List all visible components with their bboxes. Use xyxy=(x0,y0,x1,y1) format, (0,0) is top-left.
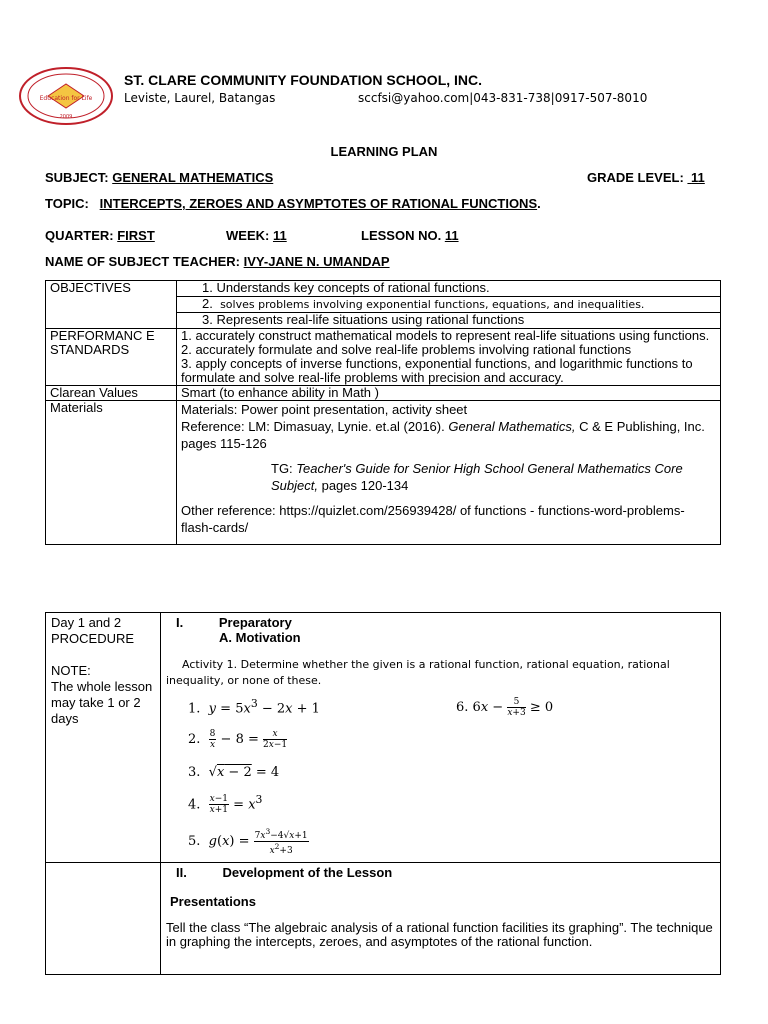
week-line: WEEK: 11 xyxy=(226,228,287,243)
school-name: ST. CLARE COMMUNITY FOUNDATION SCHOOL, INC. xyxy=(124,72,483,88)
procedure-table xyxy=(45,612,721,975)
activity-items: 1. $y = 5x^3 - 2x + 1$ 6. 6x − $\frac{5}{x+3}$ ≥ 0 2. $\frac{8}{x}$ − 8 = $\frac{x}{2x-1}$ 3. √x − 2 = 4 4. $\frac{x-1}{x+1}$ = $x^3$ 5. g(x) = $\frac{7x^3-4√x+1}{x^2+3}$ xyxy=(188,697,554,856)
school-contact: sccfsi@yahoo.com|043-831-738|0917-507-8010 xyxy=(358,91,648,105)
school-address: Leviste, Laurel, Batangas xyxy=(124,91,276,105)
day-cell: Day 1 and 2 PROCEDURE NOTE: The whole lesson may take 1 or 2 days xyxy=(46,613,161,863)
quarter-line: QUARTER: FIRST xyxy=(45,228,155,243)
preparatory-cell: I. Preparatory A. Motivation Activity 1. Determine whether the given is a rational function, rational equation, rational inequality, or none of these. 1. $y = 5x^3 - 2x + 1$ 6. 6x − $\frac{5}{x+3}$ ≥ 0 2. $\frac{8}{x}$ − 8 = $\frac{x}{2x-1}$ 3. √x − 2 = 4 4. $\frac{x-1}{x+1}$ = $x^3$ 5. g(x) = $\frac{7x^3-4√x+1}{x^2+3}$ xyxy=(161,613,721,863)
subject-line: SUBJECT: GENERAL MATHEMATICS xyxy=(45,170,274,185)
materials-cell: Materials: Power point presentation, activity sheet Reference: LM: Dimasuay, Lynie. et.al (2016). General Mathematics, C & E Publishing, Inc. pages 115-126 TG: Teacher's Guide for Senior High School General Mathematics Core Subject, pages 120-134 Other reference: https://quizlet.com/256939428/ of functions - functions-word-problems-flash-cards/ xyxy=(177,401,721,545)
performance-standards: 1. accurately construct mathematical models to represent real-life situations using functions. 2. accurately formulate and solve real-life problems involving rational functions 3. apply concepts of inverse functions, exponential functions, and logarithmic functions to formulate and solve real-life problems with precision and accuracy. xyxy=(177,329,721,386)
doc-title: LEARNING PLAN xyxy=(330,144,438,159)
values-text: Smart (to enhance ability in Math ) xyxy=(177,386,721,401)
svg-text:Education for Life: Education for Life xyxy=(39,95,93,102)
lesson-line: LESSON NO. 11 xyxy=(361,228,459,243)
materials-label: Materials xyxy=(46,401,177,545)
empty-day-cell xyxy=(46,863,161,975)
topic-line: TOPIC: INTERCEPTS, ZEROES AND ASYMPTOTES OF RATIONAL FUNCTIONS. xyxy=(45,196,541,211)
teacher-line: NAME OF SUBJECT TEACHER: IVY-JANE N. UMANDAP xyxy=(45,254,390,269)
objective-1: 1. Understands key concepts of rational functions. xyxy=(177,281,721,297)
grade-line: GRADE LEVEL: 11 xyxy=(587,170,705,185)
svg-text:2009: 2009 xyxy=(59,114,73,120)
performance-label: PERFORMANC E STANDARDS xyxy=(46,329,177,386)
school-logo xyxy=(18,66,114,126)
values-label: Clarean Values xyxy=(46,386,177,401)
objective-3: 3. Represents real-life situations using rational functions xyxy=(177,313,721,329)
objectives-label: OBJECTIVES xyxy=(46,281,177,329)
objective-2: 2. solves problems involving exponential functions, equations, and inequalities. xyxy=(177,297,721,313)
development-cell: II. Development of the Lesson Presentations Tell the class “The algebraic analysis of a rational function facilities its graphing”. The technique in graphing the intercepts, zeroes, and asymptotes of the rational function. xyxy=(161,863,721,975)
lesson-info-table xyxy=(45,280,721,545)
